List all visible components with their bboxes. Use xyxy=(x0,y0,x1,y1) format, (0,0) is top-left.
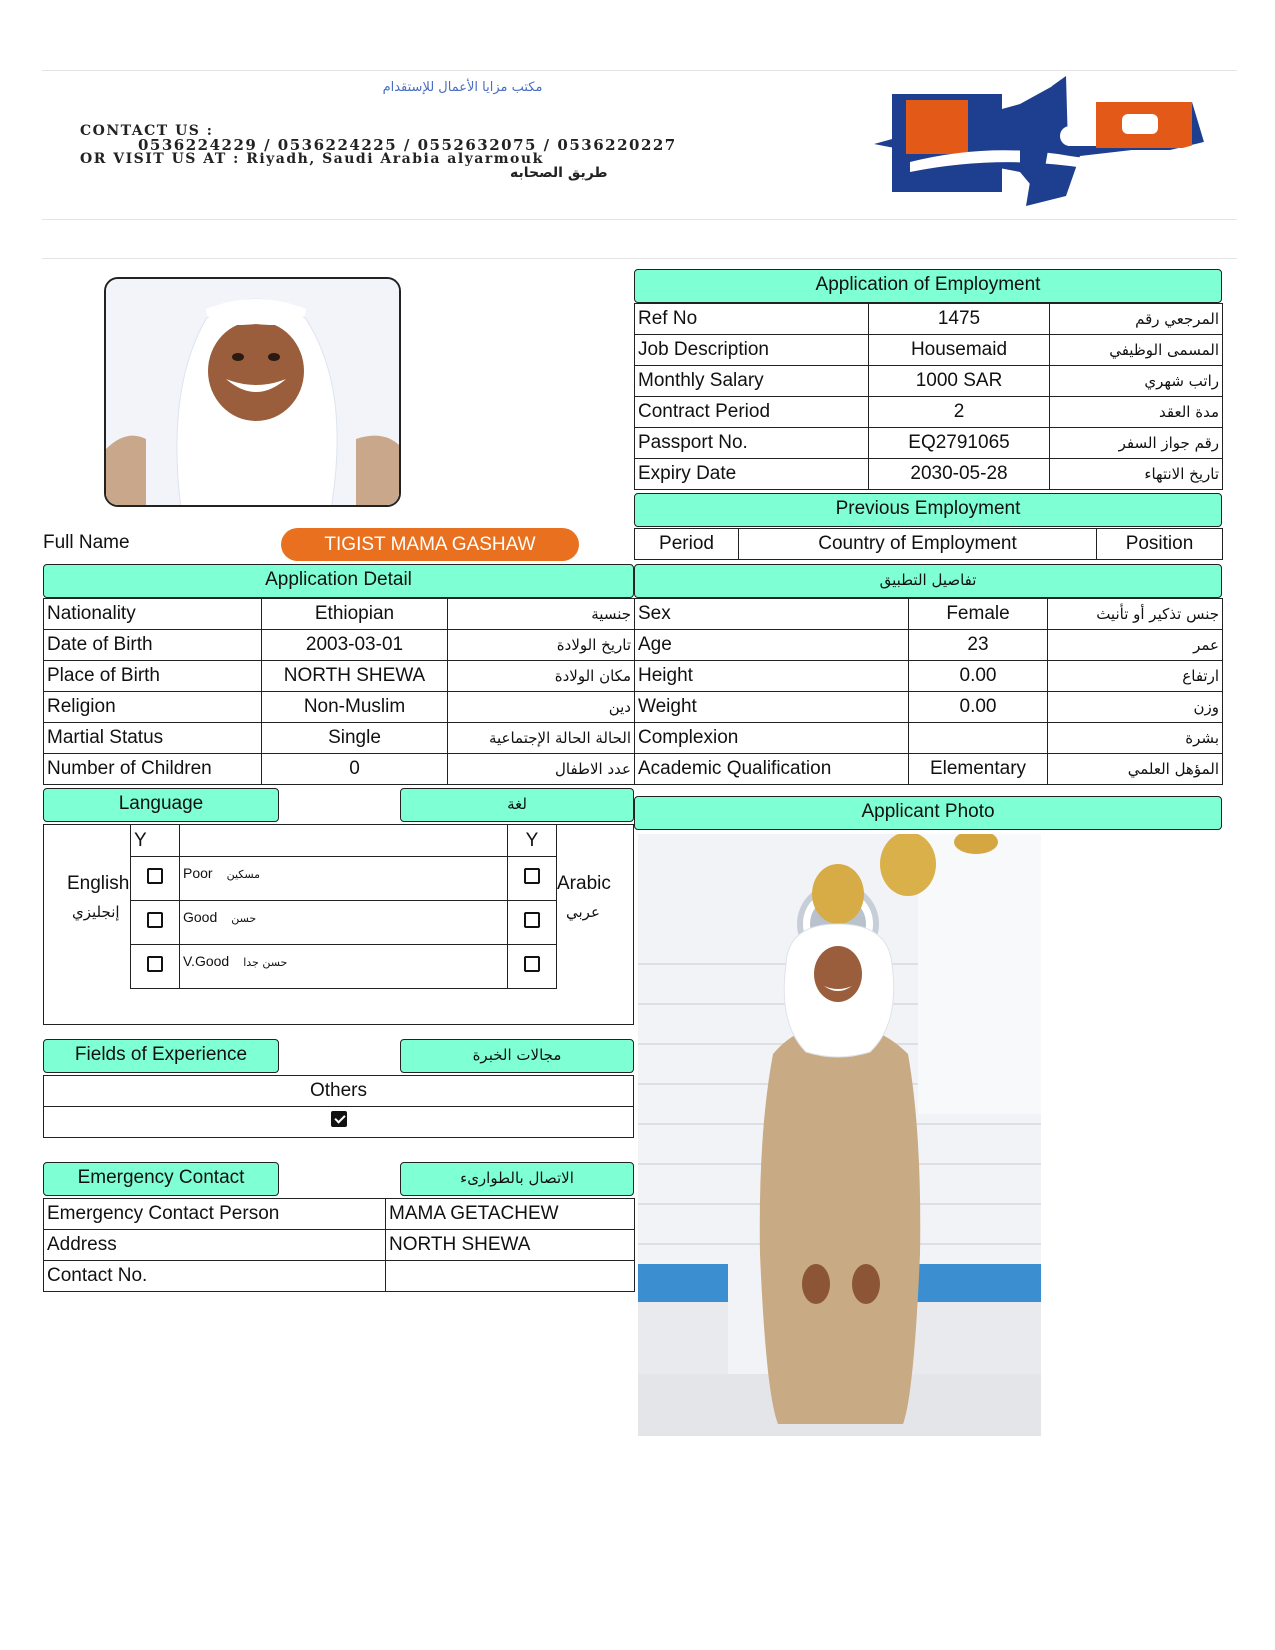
cell-label: Academic Qualification xyxy=(635,754,909,785)
checkbox-icon[interactable] xyxy=(524,956,540,972)
cell-label-ar: مكان الولادة xyxy=(448,661,635,692)
arabic-vgood-checkbox-cell[interactable] xyxy=(508,945,557,989)
cell-label-ar: رقم جواز السفر xyxy=(1050,428,1223,459)
cell-label: Address xyxy=(44,1230,386,1261)
cell-value: 2030-05-28 xyxy=(869,459,1050,490)
contact-street-ar: طريق الصحابه xyxy=(510,165,608,181)
cell-label: Age xyxy=(635,630,909,661)
cell-label-ar: راتب شهري xyxy=(1050,366,1223,397)
cell-label-ar: مدة العقد xyxy=(1050,397,1223,428)
table-row xyxy=(635,692,1223,723)
cell-value: Non-Muslim xyxy=(262,692,448,723)
cell-label-ar: عمر xyxy=(1048,630,1223,661)
table-row xyxy=(44,1261,635,1292)
language-header-ar: لغة xyxy=(400,788,634,822)
english-poor-checkbox-cell[interactable] xyxy=(131,857,180,901)
full-body-photo-icon xyxy=(638,834,1041,1436)
table-row xyxy=(44,723,635,754)
arabic-label: Arabic xyxy=(557,873,611,894)
cell-label: Expiry Date xyxy=(635,459,869,490)
applicant-full-photo xyxy=(638,834,1041,1436)
cell-value: 1000 SAR xyxy=(869,366,1050,397)
cell-value: MAMA GETACHEW xyxy=(386,1199,635,1230)
table-row xyxy=(635,304,1223,335)
employment-table xyxy=(634,303,1223,490)
cell-value: Female xyxy=(909,599,1048,630)
table-row xyxy=(44,599,635,630)
cell-value: Elementary xyxy=(909,754,1048,785)
cell-label: Contact No. xyxy=(44,1261,386,1292)
cell-label: Weight xyxy=(635,692,909,723)
office-name-ar: مكتب مزايا الأعمال للإستقدام xyxy=(382,80,543,95)
cell-label: Complexion xyxy=(635,723,909,754)
cell-label: Job Description xyxy=(635,335,869,366)
cell-value xyxy=(386,1261,635,1292)
cell-value: NORTH SHEWA xyxy=(262,661,448,692)
table-row xyxy=(44,754,635,785)
contact-address: OR VISIT US AT : Riyadh, Saudi Arabia alyarmouk xyxy=(80,151,544,167)
header-divider-2 xyxy=(42,258,1237,259)
experience-header: Fields of Experience xyxy=(43,1039,279,1073)
blank-header xyxy=(180,825,508,857)
table-row xyxy=(131,901,557,945)
cell-label: Emergency Contact Person xyxy=(44,1199,386,1230)
cell-label-ar: ارتفاع xyxy=(1048,661,1223,692)
cell-label-ar: وزن xyxy=(1048,692,1223,723)
level-vgood xyxy=(180,945,508,989)
english-label-ar: إنجليزي xyxy=(72,903,120,921)
full-name-label: Full Name xyxy=(43,532,130,553)
cell-value: Single xyxy=(262,723,448,754)
cell-label-ar: دين xyxy=(448,692,635,723)
table-row xyxy=(635,599,1223,630)
checkbox-icon[interactable] xyxy=(147,912,163,928)
emergency-header-ar: الاتصال بالطوارىء xyxy=(400,1162,634,1196)
cell-label: Sex xyxy=(635,599,909,630)
detail-table-right xyxy=(634,598,1223,785)
checkbox-icon[interactable] xyxy=(147,868,163,884)
experience-field: Others xyxy=(44,1076,634,1107)
english-label: English xyxy=(67,873,130,894)
cell-value: Ethiopian xyxy=(262,599,448,630)
cell-label: Martial Status xyxy=(44,723,262,754)
cell-label-ar: المسمى الوظيفي xyxy=(1050,335,1223,366)
cell-label: Nationality xyxy=(44,599,262,630)
cell-value: Housemaid xyxy=(869,335,1050,366)
contact-block xyxy=(80,124,820,180)
table-row xyxy=(635,459,1223,490)
employment-header: Application of Employment xyxy=(634,269,1222,303)
detail-table-left xyxy=(43,598,635,785)
checkbox-icon[interactable] xyxy=(524,868,540,884)
cell-label: Height xyxy=(635,661,909,692)
cell-value: 0 xyxy=(262,754,448,785)
table-row xyxy=(635,428,1223,459)
header-period: Period xyxy=(635,529,739,560)
full-name-value: TIGIST MAMA GASHAW xyxy=(281,528,579,561)
cell-label: Place of Birth xyxy=(44,661,262,692)
arabic-poor-checkbox-cell[interactable] xyxy=(508,857,557,901)
level-poor xyxy=(180,857,508,901)
table-row xyxy=(44,692,635,723)
language-header: Language xyxy=(43,788,279,822)
checked-checkbox-icon[interactable] xyxy=(331,1111,347,1127)
english-col-header: Y xyxy=(131,825,180,857)
table-row xyxy=(635,661,1223,692)
level-label-ar: حسن جدا xyxy=(243,956,288,969)
cell-label-ar: جنس تذكير أو تأنيث xyxy=(1048,599,1223,630)
cell-label-ar: جنسية xyxy=(448,599,635,630)
language-table xyxy=(130,824,557,989)
table-row xyxy=(635,397,1223,428)
cell-label-ar: تاريخ الولادة xyxy=(448,630,635,661)
cell-label: Number of Children xyxy=(44,754,262,785)
table-row xyxy=(131,945,557,989)
cell-label-ar: المؤهل العلمي xyxy=(1048,754,1223,785)
cell-label-ar: عدد الاطفال xyxy=(448,754,635,785)
table-row xyxy=(44,1076,634,1107)
english-good-checkbox-cell[interactable] xyxy=(131,901,180,945)
cell-label: Monthly Salary xyxy=(635,366,869,397)
company-logo-icon xyxy=(870,76,1220,212)
cell-value: EQ2791065 xyxy=(869,428,1050,459)
arabic-good-checkbox-cell[interactable] xyxy=(508,901,557,945)
header-position: Position xyxy=(1097,529,1223,560)
experience-checkbox-cell[interactable] xyxy=(44,1107,634,1138)
checkbox-icon[interactable] xyxy=(524,912,540,928)
cell-value: 0.00 xyxy=(909,692,1048,723)
english-vgood-checkbox-cell[interactable] xyxy=(131,945,180,989)
emergency-table xyxy=(43,1198,635,1292)
table-row xyxy=(44,661,635,692)
experience-header-ar: مجالات الخبرة xyxy=(400,1039,634,1073)
table-row xyxy=(44,630,635,661)
table-row xyxy=(635,529,1223,560)
cell-label-ar: بشرة xyxy=(1048,723,1223,754)
cell-value: 0.00 xyxy=(909,661,1048,692)
table-row xyxy=(635,754,1223,785)
cell-label-ar: تاريخ الانتهاء xyxy=(1050,459,1223,490)
table-row xyxy=(131,857,557,901)
table-row xyxy=(131,825,557,857)
arabic-col-header: Y xyxy=(508,825,557,857)
previous-employment-header: Previous Employment xyxy=(634,493,1222,527)
cell-label: Ref No xyxy=(635,304,869,335)
header-divider xyxy=(42,219,1237,220)
table-row xyxy=(635,335,1223,366)
level-label-ar: حسن xyxy=(231,912,257,925)
cell-label-ar: المرجعي رقم xyxy=(1050,304,1223,335)
table-row xyxy=(44,1107,634,1138)
level-label: Poor xyxy=(183,865,213,881)
applicant-photo-header: Applicant Photo xyxy=(634,796,1222,830)
application-detail-header: Application Detail xyxy=(43,564,634,598)
table-row xyxy=(635,366,1223,397)
level-label-ar: مسكين xyxy=(226,868,261,881)
cell-label: Contract Period xyxy=(635,397,869,428)
application-detail-header-ar: تفاصيل التطبيق xyxy=(634,564,1222,598)
cell-value: 1475 xyxy=(869,304,1050,335)
cell-value xyxy=(909,723,1048,754)
table-row xyxy=(44,1230,635,1261)
emergency-header: Emergency Contact xyxy=(43,1162,279,1196)
level-good xyxy=(180,901,508,945)
previous-employment-table xyxy=(634,528,1223,560)
cell-label: Passport No. xyxy=(635,428,869,459)
contact-title: CONTACT US : xyxy=(80,123,214,139)
level-label: Good xyxy=(183,909,218,925)
cell-label-ar: الحالة الحالة الإجتماعية xyxy=(448,723,635,754)
table-row xyxy=(635,723,1223,754)
header-country: Country of Employment xyxy=(739,529,1097,560)
cell-label: Date of Birth xyxy=(44,630,262,661)
portrait-image-icon xyxy=(106,279,401,507)
arabic-label-ar: عربي xyxy=(566,903,600,921)
cell-value: 23 xyxy=(909,630,1048,661)
table-row xyxy=(635,630,1223,661)
applicant-portrait xyxy=(104,277,401,507)
top-divider xyxy=(42,70,1237,71)
level-label: V.Good xyxy=(183,953,230,969)
cell-label: Religion xyxy=(44,692,262,723)
contact-phones: 0536224229 / 0536224225 / 0552632075 / 0536220227 xyxy=(138,136,677,154)
cell-value: NORTH SHEWA xyxy=(386,1230,635,1261)
experience-table xyxy=(43,1075,634,1138)
cell-value: 2003-03-01 xyxy=(262,630,448,661)
cell-value: 2 xyxy=(869,397,1050,428)
table-row xyxy=(44,1199,635,1230)
checkbox-icon[interactable] xyxy=(147,956,163,972)
